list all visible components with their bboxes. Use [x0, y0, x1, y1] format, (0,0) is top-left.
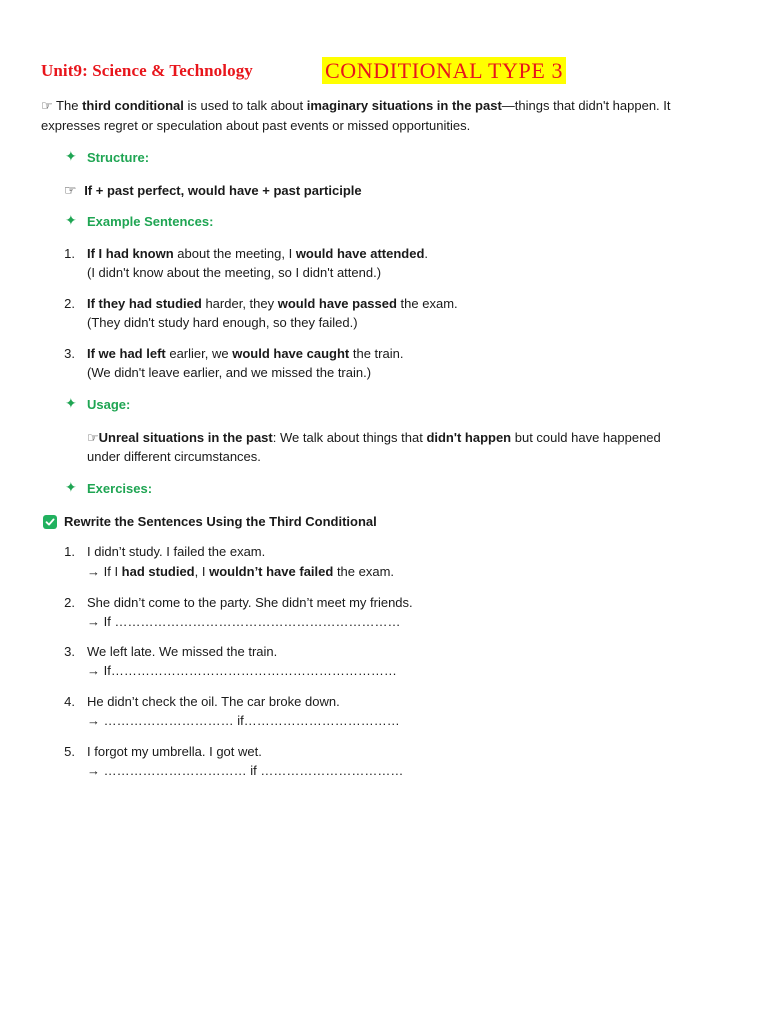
usage-heading: Usage: [87, 397, 131, 412]
worksheet-page: Unit9: Science & Technology CONDITIONAL TYPE 3 ☞ The third conditional is used to talk about imaginary situations in the past—things that didn't happen. It expresses regret or speculation about past events or missed opportunities. ✦ Structure: ☞ If + past perfect, would have + past participle ✦ Example Sentences: 1. If I had known about the meeting, I would have attended. (I didn't know about the meeting, so I didn't attend.) 2. If they had studied harder, they would have passed the exam. (They didn't study hard enough, so they failed.) 3. If we had left earlier, we would have caught the train. (We didn't leave earlier, and we missed the train.) ✦ Usage: ☞Unreal situations in the past: We talk about things that didn't happen but could have happened under different circumstances. ✦ Exercises: Rewrite the Sentences Using the Third Conditional 1. I didn’t study. I failed the exam. → If I had studied, I wouldn’t have failed the exam. 2. She didn’t come to the party. She didn’t meet my friends. → If ………………………………………………………… 3. We left late. We missed the train. → If………………………………………………………… 4. He didn’t check the oil. The car broke down. → ………………………… if……………………………… 5. I forgot my umbrella. I got wet. → …………………………… if …………………………… [41, 58, 671, 778]
exercise-answer-blank: → ………………………… if……………………………… [87, 713, 400, 728]
unit-title: Unit9: Science & Technology [41, 61, 253, 80]
sparkle-icon: ✦ [65, 479, 77, 495]
examples-heading: Example Sentences: [87, 214, 214, 229]
exercise-sentence: She didn’t come to the party. She didn’t meet my friends. [87, 595, 413, 610]
exercise-sentence: I didn’t study. I failed the exam. [87, 544, 266, 559]
exercise-answer: → If I had studied, I wouldn’t have failed the exam. [87, 564, 395, 579]
exercise-answer-blank: → …………………………… if …………………………… [87, 763, 404, 778]
check-box-icon [43, 515, 57, 529]
sparkle-icon: ✦ [65, 212, 77, 228]
intro-line-1: ☞ The third conditional is used to talk about imaginary situations in the past—things that didn't happen. It [41, 98, 671, 113]
exercise-task: Rewrite the Sentences Using the Third Conditional [64, 514, 377, 529]
exercise-answer-blank: → If ………………………………………………………… [87, 614, 401, 629]
structure-heading: Structure: [87, 150, 150, 165]
example-sentence: If I had known about the meeting, I would have attended. [87, 246, 429, 261]
example-note: (We didn't leave earlier, and we missed the train.) [87, 365, 372, 380]
structure-formula: ☞ If + past perfect, would have + past participle [64, 182, 362, 198]
usage-line-2: under different circumstances. [87, 449, 261, 464]
example-sentence: If they had studied harder, they would have passed the exam. [87, 296, 458, 311]
exercise-answer-blank: → If………………………………………………………… [87, 663, 397, 678]
example-note: (I didn't know about the meeting, so I didn't attend.) [87, 265, 382, 280]
example-note: (They didn't study hard enough, so they failed.) [87, 315, 358, 330]
pointing-hand-icon: ☞ [87, 430, 99, 445]
exercises-heading: Exercises: [87, 481, 153, 496]
usage-line-1: ☞Unreal situations in the past: We talk about things that didn't happen but could have happened [87, 430, 661, 445]
exercise-sentence: We left late. We missed the train. [87, 644, 278, 659]
example-sentence: If we had left earlier, we would have caught the train. [87, 346, 404, 361]
pointing-hand-icon: ☞ [41, 98, 53, 113]
sparkle-icon: ✦ [65, 395, 77, 411]
exercise-sentence: He didn’t check the oil. The car broke down. [87, 694, 340, 709]
pointing-hand-icon: ☞ [64, 182, 77, 198]
main-title: CONDITIONAL TYPE 3 [322, 57, 566, 84]
sparkle-icon: ✦ [65, 148, 77, 164]
intro-line-2: expresses regret or speculation about past events or missed opportunities. [41, 118, 471, 133]
exercise-sentence: I forgot my umbrella. I got wet. [87, 744, 262, 759]
